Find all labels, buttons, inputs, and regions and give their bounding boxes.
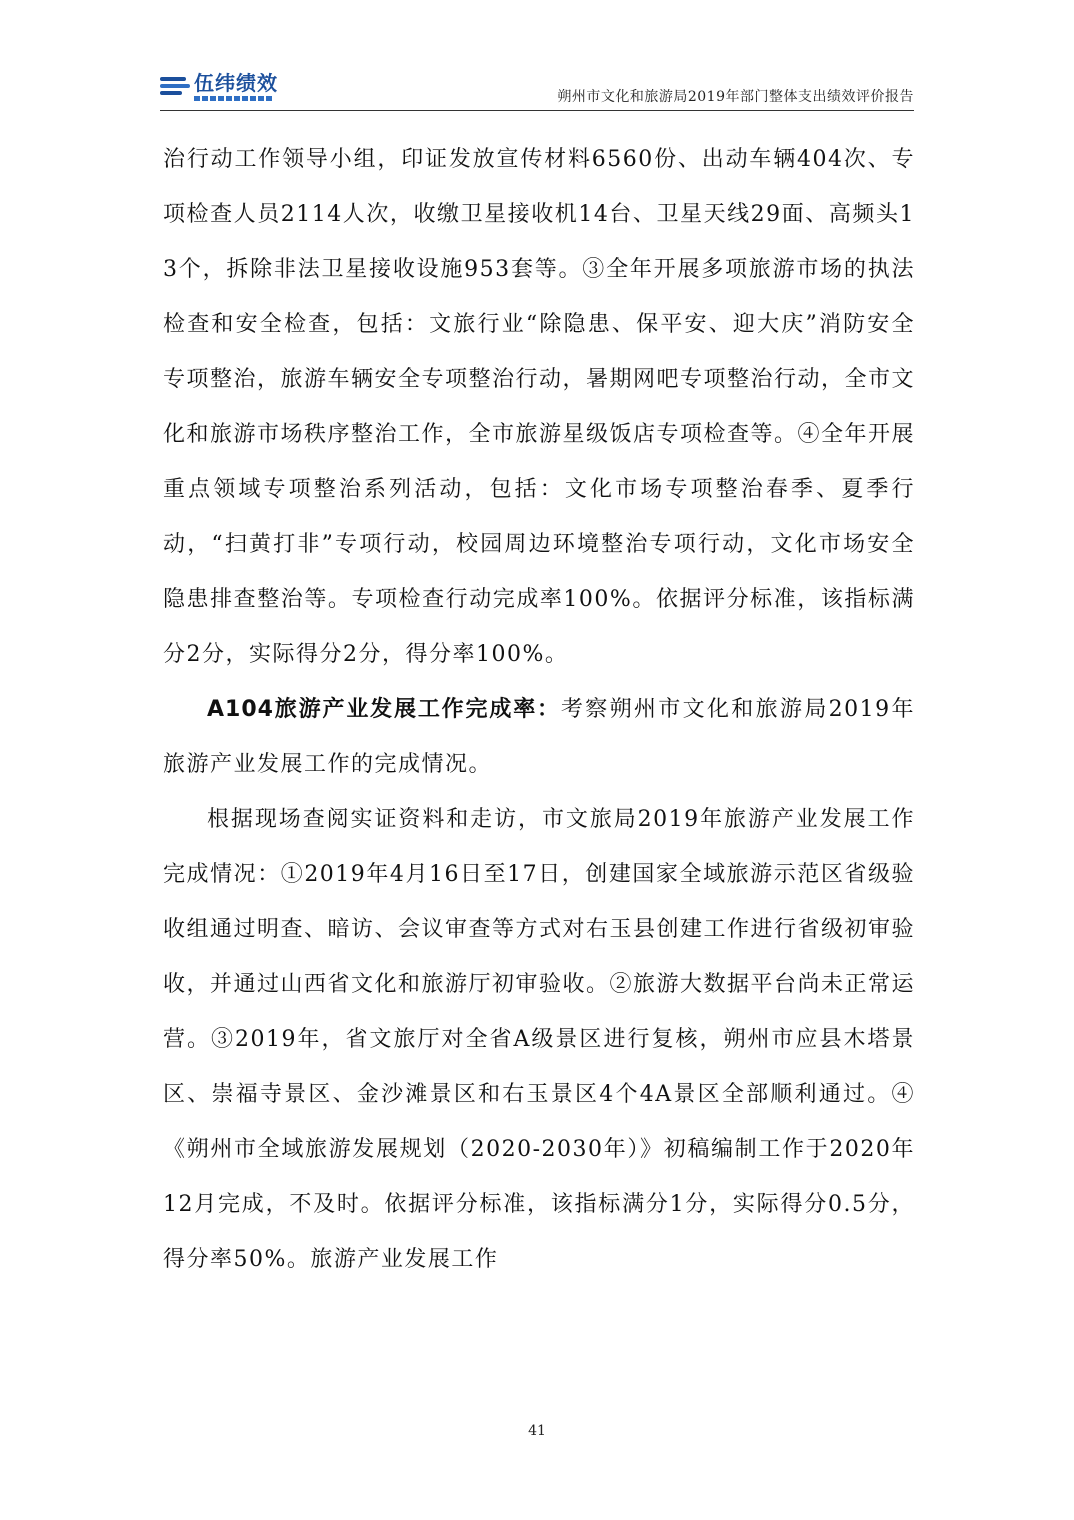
report-title: 朔州市文化和旅游局2019年部门整体支出绩效评价报告 bbox=[557, 89, 914, 105]
logo-icon bbox=[160, 74, 190, 100]
page-header bbox=[160, 70, 914, 111]
indicator-description: 考察朔州市文化和旅游局2019年旅游产业发展工作的完成情况。 bbox=[163, 697, 915, 777]
page-number: 41 bbox=[528, 1423, 546, 1439]
logo-text: 伍纬绩效 bbox=[194, 71, 278, 95]
logo-underline bbox=[194, 96, 272, 101]
paragraph-continued: 治行动工作领导小组，印证发放宣传材料6560份、出动车辆404次、专项检查人员2114人次，收缴卫星接收机14台、卫星天线29面、高频头13个，拆除非法卫星接收设施953套等。③全年开展多项旅游市场的执法检查和安全检查，包括：文旅行业“除隐患、保平安、迎大庆”消防安全专项整治，旅游车辆安全专项整治行动，暑期网吧专项整治行动，全市文化和旅游市场秩序整治工作，全市旅游星级饭店专项检查等。④全年开展重点领域专项整治系列活动，包括：文化市场专项整治春季、夏季行动，“扫黄打非”专项行动，校园周边环境整治专项行动，文化市场安全隐患排查整治等。专项检查行动完成率100%。依据评分标准，该指标满分2分，实际得分2分，得分率100%。 bbox=[163, 147, 916, 667]
company-logo bbox=[160, 72, 278, 106]
paragraph-a104 bbox=[163, 682, 915, 792]
document-body bbox=[163, 132, 915, 1287]
paragraph-findings: 根据现场查阅实证资料和走访，市文旅局2019年旅游产业发展工作完成情况：①2019年4月16日至17日，创建国家全域旅游示范区省级验收组通过明查、暗访、会议审查等方式对右玉县创建工作进行省级初审验收，并通过山西省文化和旅游厅初审验收。②旅游大数据平台尚未正常运营。③2019年，省文旅厅对全省A级景区进行复核，朔州市应县木塔景区、崇福寺景区、金沙滩景区和右玉景区4个4A景区全部顺利通过。④《朔州市全域旅游发展规划（2020-2030年）》初稿编制工作于2020年12月完成，不及时。依据评分标准，该指标满分1分，实际得分0.5分，得分率50%。旅游产业发展工作 bbox=[163, 807, 916, 1272]
indicator-heading: A104旅游产业发展工作完成率： bbox=[207, 697, 561, 722]
